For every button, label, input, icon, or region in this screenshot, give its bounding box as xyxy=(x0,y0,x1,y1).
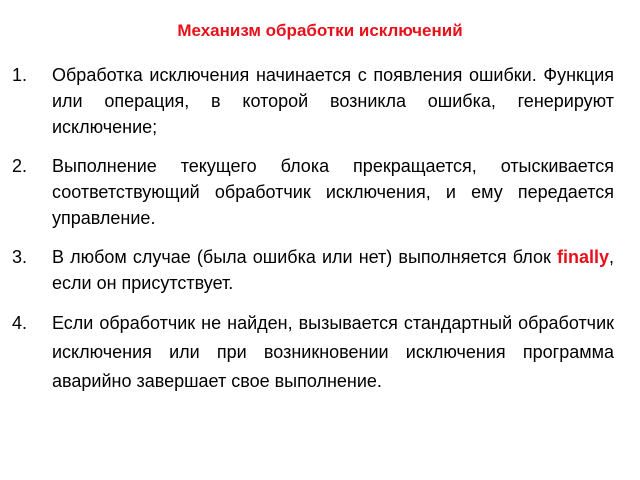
list-item-text-after: , если он присутствует. xyxy=(52,247,614,293)
list-item-4 xyxy=(0,309,640,396)
keyword-finally: finally xyxy=(556,247,609,267)
list-item-text: Обработка исключения начинается с появления ошибки. Функция или операция, в которой возникла ошибка, генерируют исключение; xyxy=(52,65,614,137)
list-item-text: Если обработчик не найден, вызывается стандартный обработчик исключения или при возникновении исключения программа аварийно завершает свое выполнение. xyxy=(52,313,614,391)
list-item-1 xyxy=(0,62,640,140)
numbered-list xyxy=(0,62,640,409)
list-item-text-before: В любом случае (была ошибка или нет) выполняется блок xyxy=(52,247,557,267)
list-item-number: 3. xyxy=(12,247,28,267)
list-item-number: 4. xyxy=(12,313,28,333)
list-item-text: Выполнение текущего блока прекращается, отыскивается соответствующий обработчик исключения, и ему передается управление. xyxy=(52,156,614,228)
list-item-2 xyxy=(0,153,640,231)
list-item-number: 2. xyxy=(12,156,28,176)
list-item-3 xyxy=(0,244,640,296)
slide-title: Механизм обработки исключений xyxy=(177,21,463,40)
list-item-number: 1. xyxy=(12,65,28,85)
